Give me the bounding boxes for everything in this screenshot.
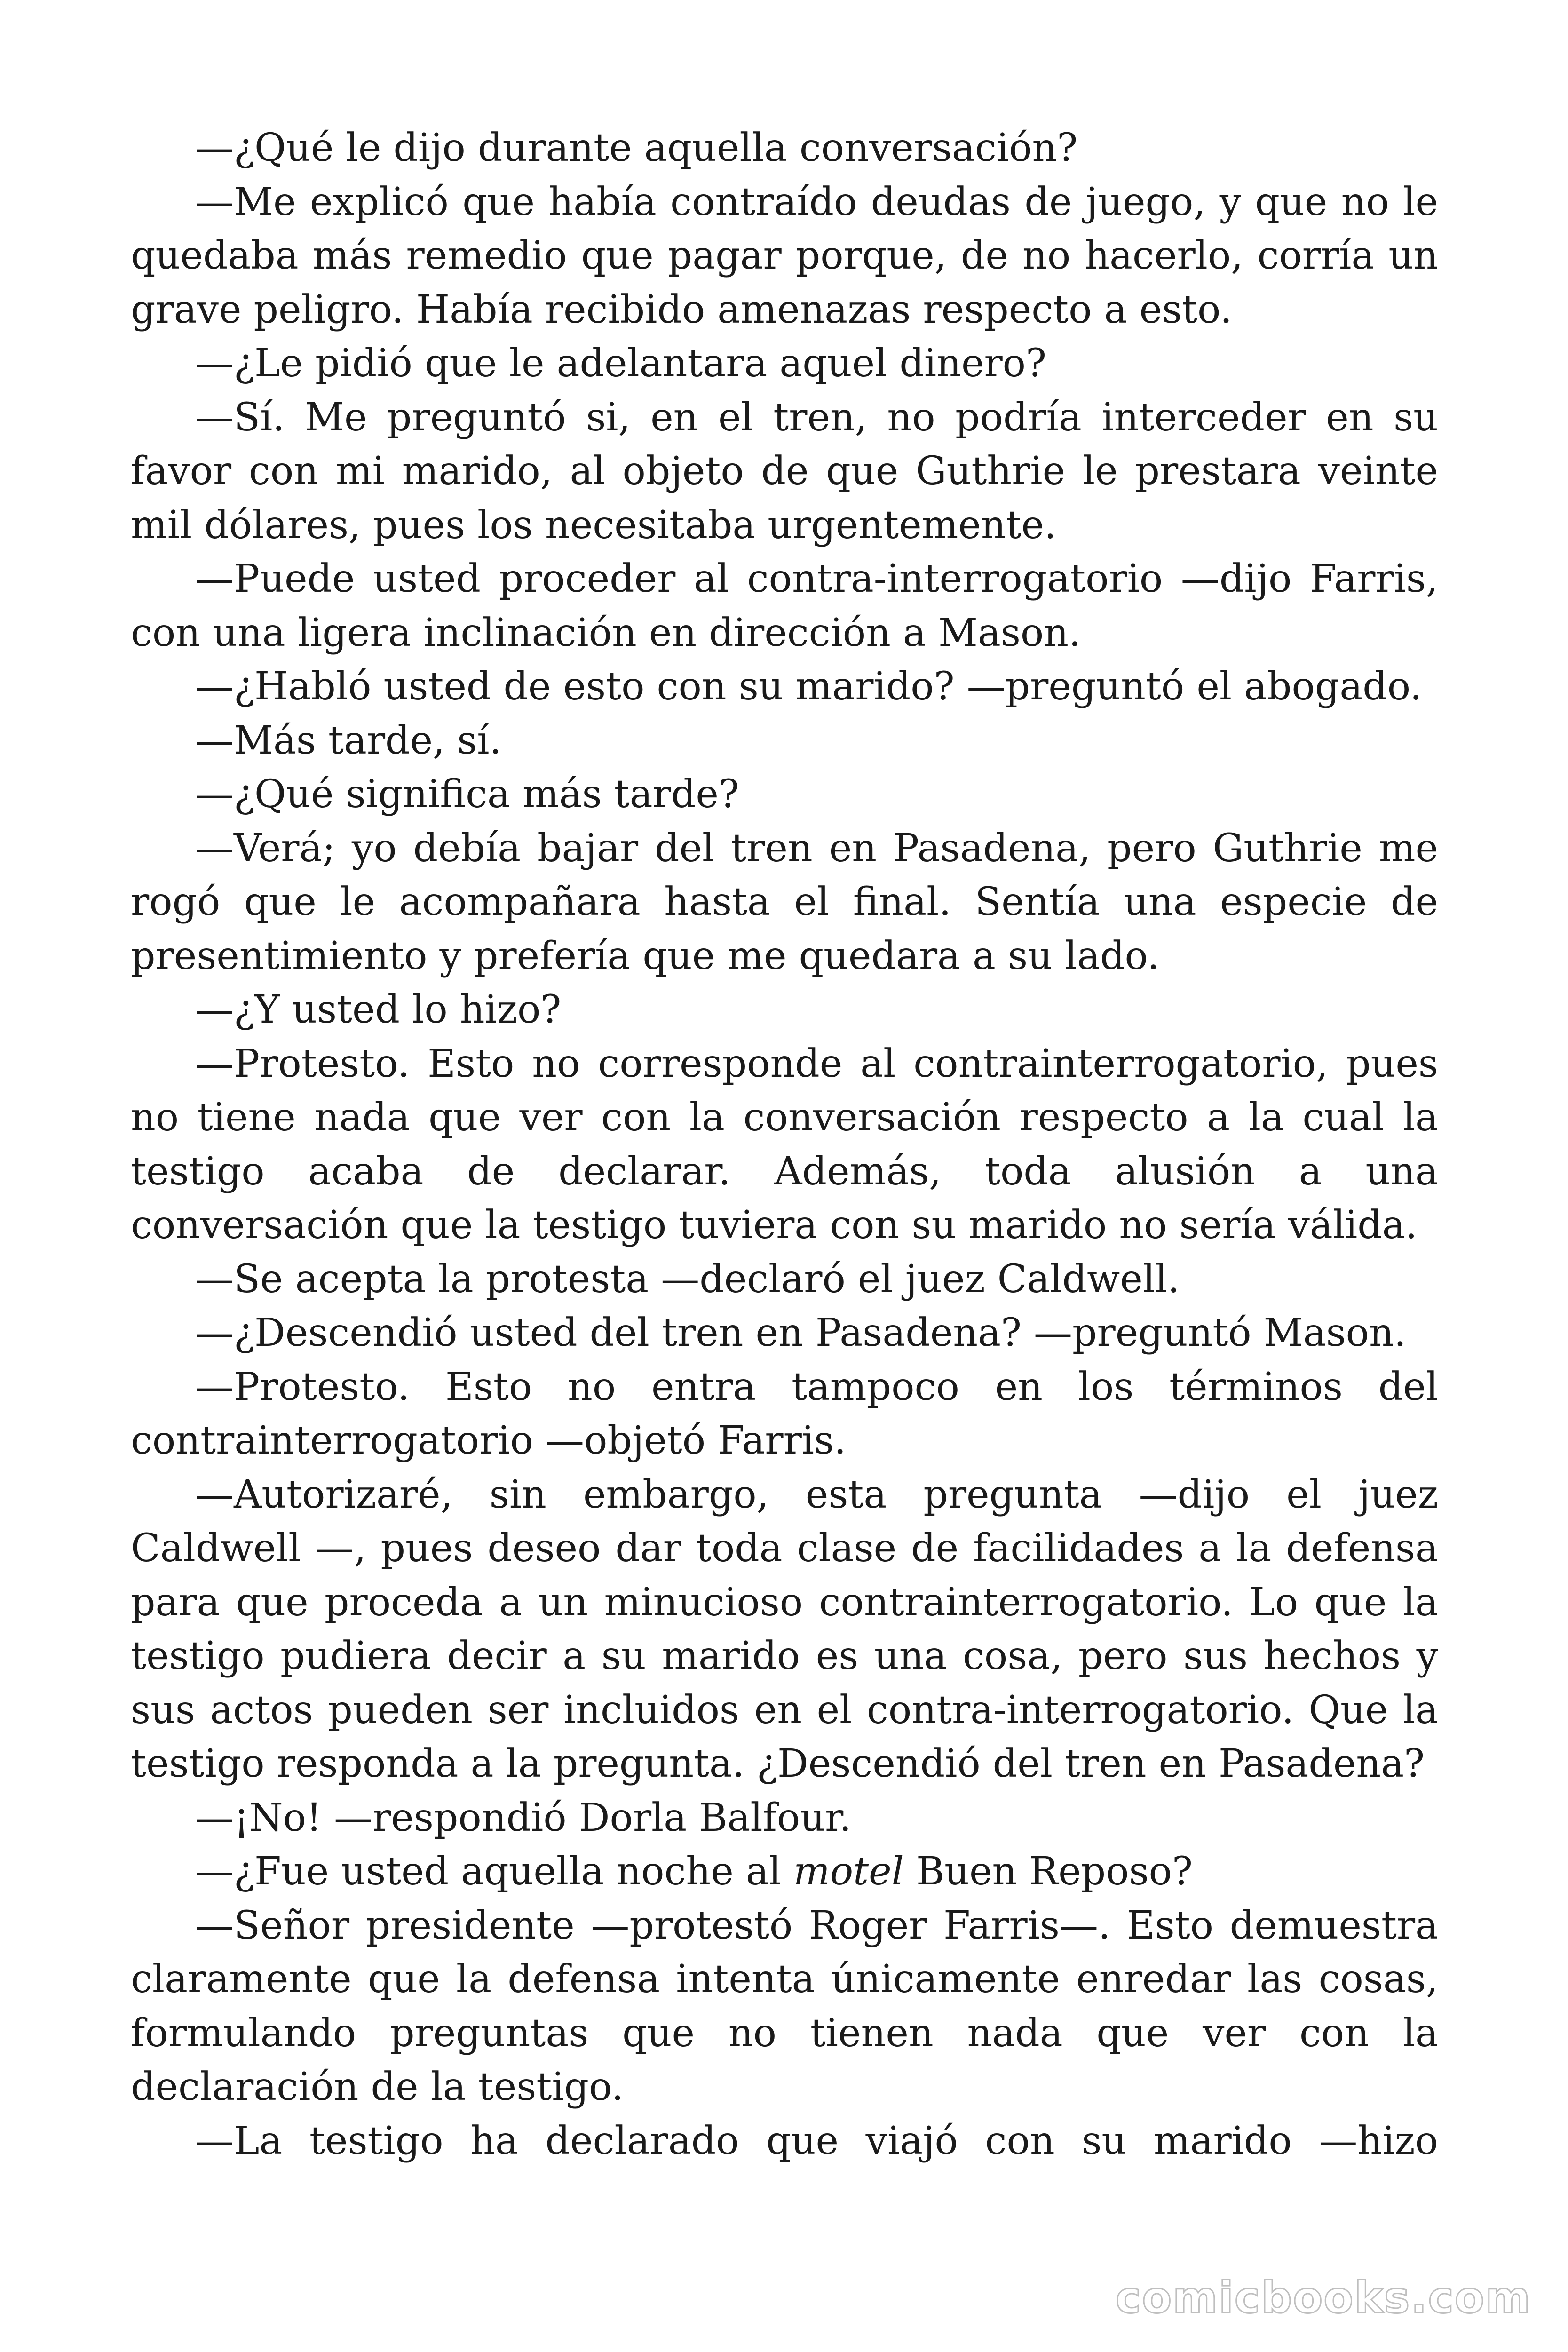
paragraph: —Autorizaré, sin embargo, esta pregunta —dijo el juez Caldwell —, pues deseo dar toda clase de facilidades a la defensa para que proceda a un minucioso contrainterrogatorio. Lo que la testigo pudiera decir a su marido es una cosa, pero sus hechos y sus actos pueden ser incluidos en el contra-interrogatorio. Que la testigo responda a la pregunta. ¿Descendió del tren en Pasadena? bbox=[131, 1472, 1438, 1786]
motel-text-before: —¿Fue usted aquella noche al bbox=[195, 1849, 794, 1894]
paragraph: —Se acepta la protesta —declaró el juez Caldwell. bbox=[195, 1256, 1180, 1302]
watermark-logo: comicbooks.com bbox=[1115, 2273, 1531, 2323]
paragraph: —¡No! —respondió Dorla Balfour. bbox=[195, 1795, 852, 1840]
paragraph: —Protesto. Esto no entra tampoco en los términos del contrainterrogatorio —objetó Farris. bbox=[131, 1364, 1438, 1463]
paragraph: —Me explicó que había contraído deudas de juego, y que no le quedaba más remedio que pagar porque, de no hacerlo, corría un grave peligro. Había recibido amenazas respecto a esto. bbox=[131, 179, 1438, 332]
paragraph-motel bbox=[131, 1845, 1438, 1899]
paragraph: —¿Le pidió que le adelantara aquel dinero? bbox=[195, 341, 1047, 386]
paragraph: —Protesto. Esto no corresponde al contrainterrogatorio, pues no tiene nada que ver con la conversación respecto a la cual la testigo acaba de declarar. Además, toda alusión a una conversación que la testigo tuviera con su marido no sería válida. bbox=[131, 1041, 1438, 1248]
paragraph: —¿Habló usted de esto con su marido? —preguntó el abogado. bbox=[195, 664, 1422, 709]
paragraph: —¿Qué significa más tarde? bbox=[195, 772, 739, 817]
paragraph-last: —La testigo ha declarado que viajó con su marido —hizo bbox=[195, 2118, 1438, 2163]
paragraph: —¿Y usted lo hizo? bbox=[195, 987, 562, 1032]
paragraph: —¿Qué le dijo durante aquella conversación? bbox=[195, 126, 1078, 170]
paragraph: —Puede usted proceder al contra-interrogatorio —dijo Farris, con una ligera inclinación en dirección a Mason. bbox=[131, 556, 1438, 655]
paragraph: —Más tarde, sí. bbox=[195, 718, 502, 763]
paragraph: —Sí. Me preguntó si, en el tren, no podría interceder en su favor con mi marido, al objeto de que Guthrie le prestara veinte mil dólares, pues los necesitaba urgentemente. bbox=[131, 395, 1438, 548]
paragraph: —¿Descendió usted del tren en Pasadena? —preguntó Mason. bbox=[195, 1311, 1406, 1355]
motel-text-after: Buen Reposo? bbox=[903, 1849, 1193, 1894]
motel-italic-word: motel bbox=[793, 1849, 904, 1894]
book-page-text bbox=[131, 121, 1438, 2168]
paragraph: —Verá; yo debía bajar del tren en Pasadena, pero Guthrie me rogó que le acompañara hasta el final. Sentía una especie de presentimiento y prefería que me quedara a su lado. bbox=[131, 826, 1438, 978]
paragraph: —Señor presidente —protestó Roger Farris—. Esto demuestra claramente que la defensa intenta únicamente enredar las cosas, formulando preguntas que no tienen nada que ver con la declaración de la testigo. bbox=[131, 1903, 1438, 2109]
